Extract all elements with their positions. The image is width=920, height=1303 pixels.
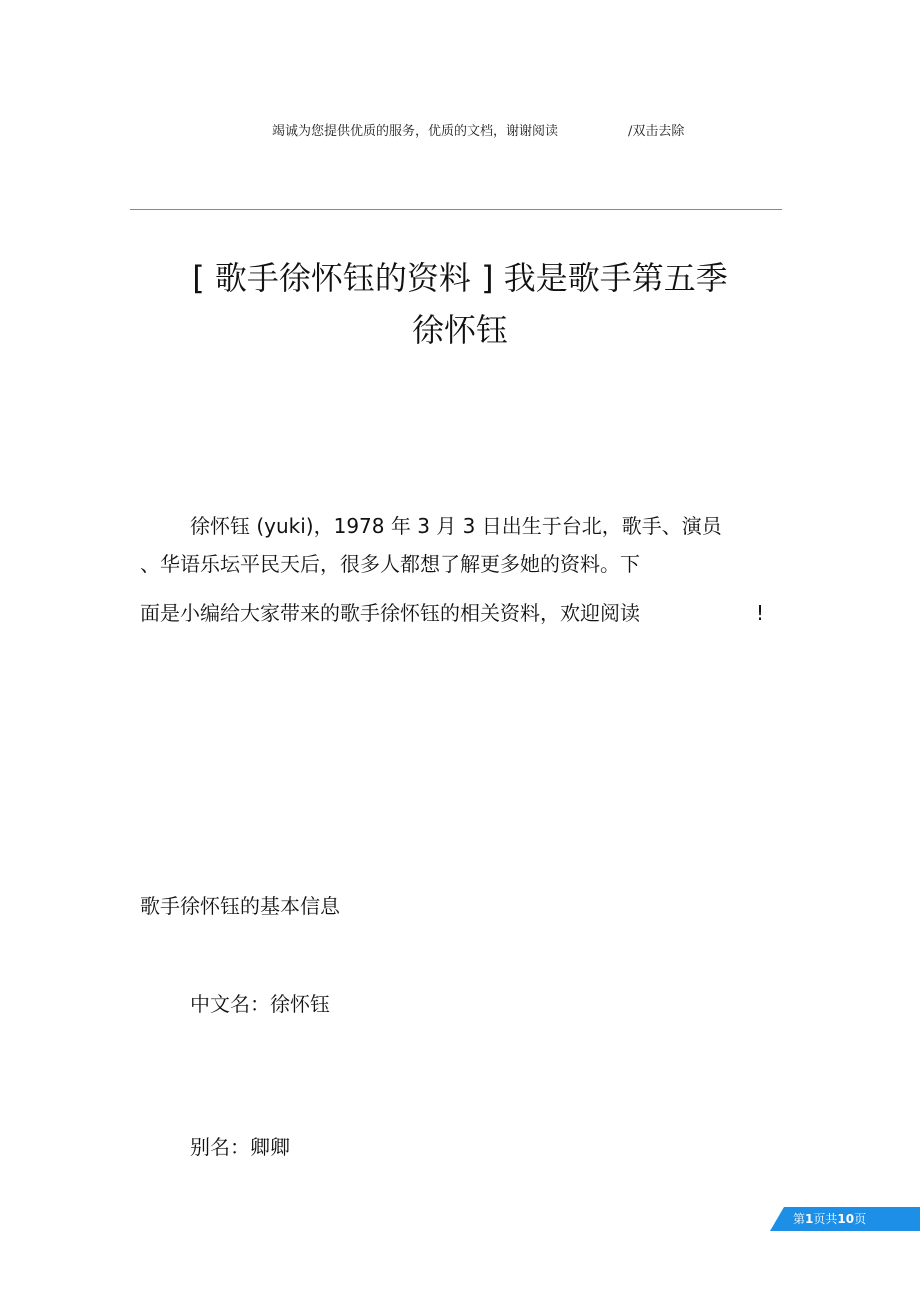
document-title-line-2: 徐怀钰	[411, 311, 508, 349]
page-current: 1	[805, 1212, 814, 1226]
header-divider	[130, 209, 782, 210]
intro-line-3: 面是小编给大家带来的歌手徐怀钰的相关资料，欢迎阅读	[140, 601, 640, 625]
page-middle: 页共	[813, 1212, 838, 1226]
page-suffix: 页	[854, 1212, 867, 1226]
page-prefix: 第	[793, 1212, 806, 1226]
page-number-text	[793, 1211, 866, 1227]
intro-line-3-end: !	[756, 601, 765, 625]
section-heading-basic-info: 歌手徐怀钰的基本信息	[140, 894, 340, 918]
header-note: 竭诚为您提供优质的服务，优质的文档，谢谢阅读	[272, 124, 559, 139]
remove-hint[interactable]: /双击去除	[628, 124, 685, 139]
intro-line-1: 徐怀钰 (yuki)，1978 年 3 月 3 日出生于台北，歌手、演员	[190, 514, 722, 538]
intro-line-2: 、华语乐坛平民天后，很多人都想了解更多她的资料。下	[140, 552, 640, 576]
document-title-line-1: [ 歌手徐怀钰的资料 ] 我是歌手第五季	[192, 259, 728, 297]
info-chinese-name: 中文名：徐怀钰	[190, 992, 330, 1016]
info-alias: 别名：卿卿	[190, 1135, 290, 1159]
page-total: 10	[837, 1212, 855, 1226]
